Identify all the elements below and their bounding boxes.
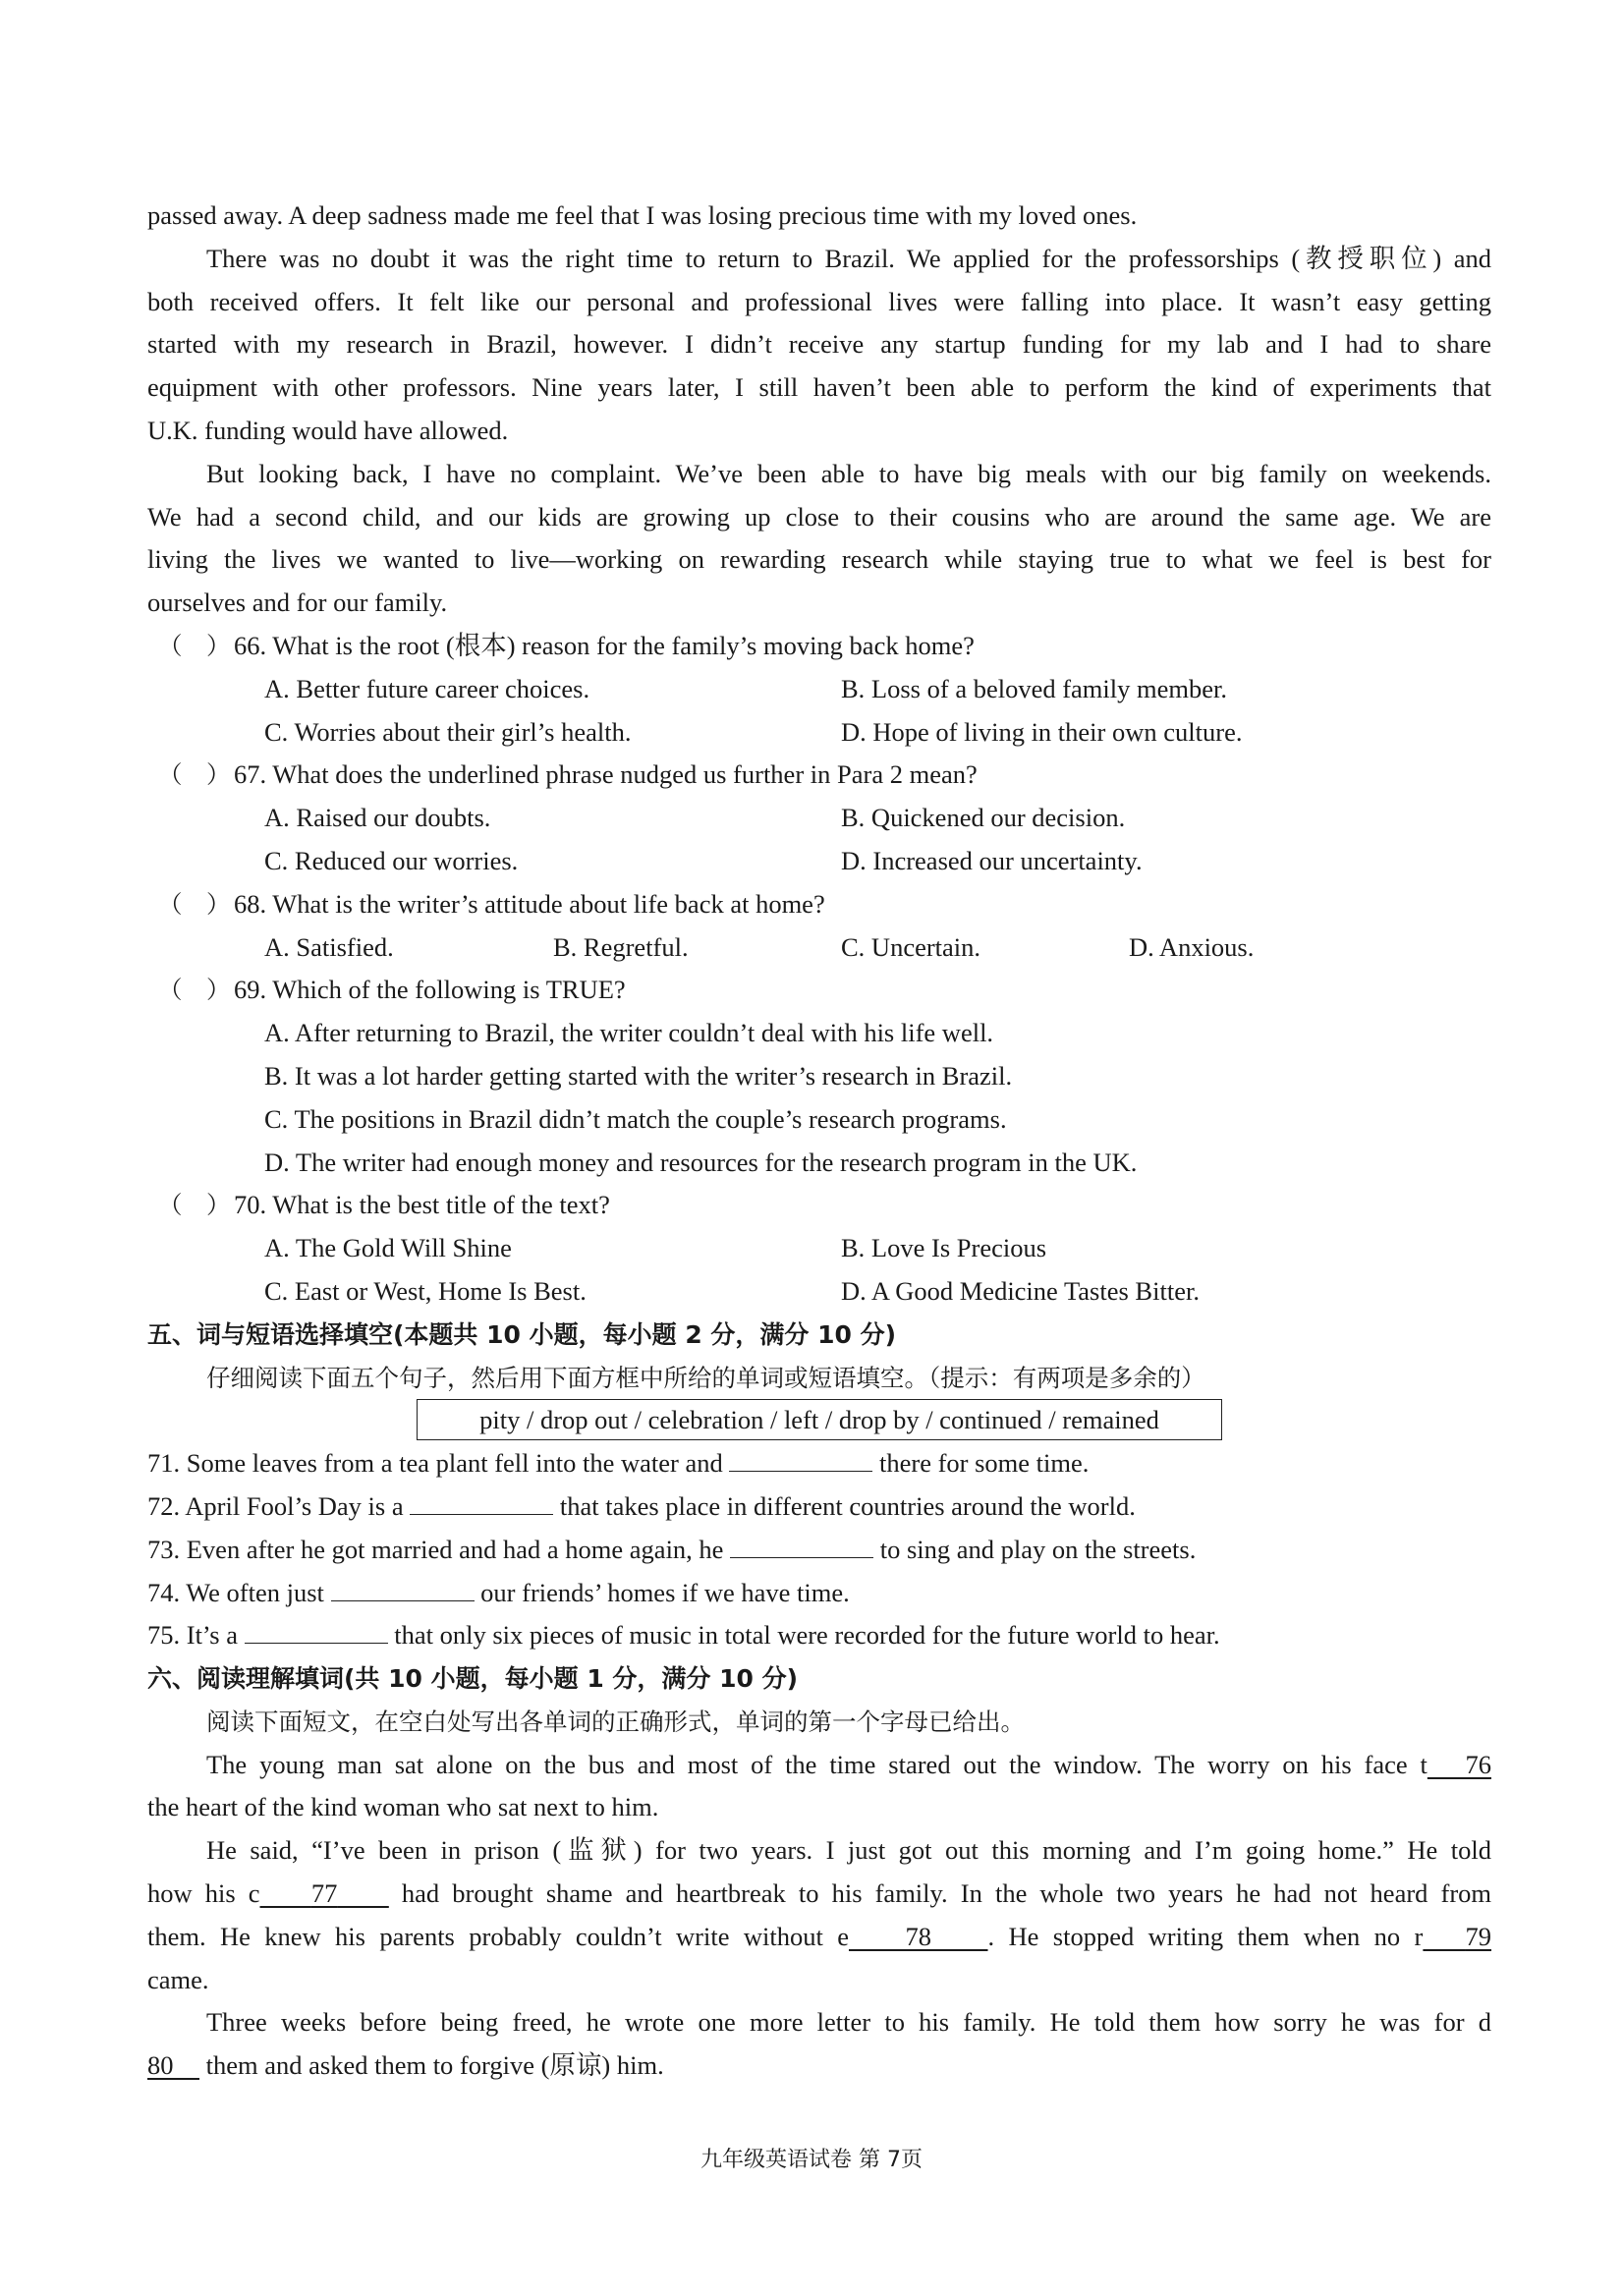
blank-number: 76 xyxy=(1465,1749,1491,1779)
option-a: A. After returning to Brazil, the writer couldn’t deal with his life well. xyxy=(264,1018,994,1048)
options-row xyxy=(147,1012,1491,1055)
option-a: A. Raised our doubts. xyxy=(264,803,491,833)
options-row xyxy=(147,1270,1491,1314)
section-heading: 六、阅读理解填词(共 10 小题，每小题 1 分，满分 10 分) xyxy=(147,1664,799,1694)
options-row xyxy=(147,840,1491,883)
option-b: B. Quickened our decision. xyxy=(841,803,1126,833)
sentence-text: 72. April Fool’s Day is a xyxy=(147,1490,404,1521)
answer-blank-76[interactable] xyxy=(1427,1750,1491,1779)
option-b: B. It was a lot harder getting started with the writer’s research in Brazil. xyxy=(264,1060,1013,1091)
passage-line: came. xyxy=(147,1964,209,1994)
sentence-75 xyxy=(147,1614,1491,1657)
option-d: D. Hope of living in their own culture. xyxy=(841,716,1243,747)
answer-bracket[interactable]: （ ） xyxy=(158,976,231,1005)
section-instruction: 仔细阅读下面五个句子，然后用下面方框中所给的单词或短语填空。（提示：有两项是多余的） xyxy=(206,1363,1205,1392)
question-stem: 66. What is the root (根本) reason for the family’s moving back home? xyxy=(234,630,975,660)
blank-number: 79 xyxy=(1465,1921,1492,1951)
passage-line: ourselves and for our family. xyxy=(147,588,448,618)
sentence-text: 73. Even after he got married and had a home again, he xyxy=(147,1534,724,1564)
question-66 xyxy=(147,625,1491,668)
passage-line: passed away. A deep sadness made me feel that I was losing precious time with my loved ones. xyxy=(147,200,1138,230)
sentence-text: 71. Some leaves from a tea plant fell into the water and xyxy=(147,1448,723,1479)
sentence-text: 75. It’s a xyxy=(147,1620,238,1651)
options-row xyxy=(147,711,1491,755)
answer-blank-78[interactable] xyxy=(849,1922,988,1951)
option-a: A. Better future career choices. xyxy=(264,673,590,703)
answer-blank-74[interactable] xyxy=(331,1573,475,1601)
passage-line: started with my research in Brazil, however. I didn’t receive any startup funding for my lab and I had to share xyxy=(147,329,1491,360)
passage-text: them. He knew his parents probably couldn’t write without e xyxy=(147,1921,849,1951)
passage-text: had brought shame and heartbreak to his family. In the whole two years he had not heard from xyxy=(401,1878,1492,1909)
option-b: B. Regretful. xyxy=(553,931,689,962)
passage-line: We had a second child, and our kids are growing up close to their cousins who are around the same age. We are xyxy=(147,501,1491,532)
answer-blank-77[interactable] xyxy=(260,1878,389,1908)
question-stem: 68. What is the writer’s attitude about life back at home? xyxy=(234,888,825,919)
passage-line xyxy=(147,1744,1491,1787)
word-box: pity / drop out / celebration / left / drop by / continued / remained xyxy=(417,1399,1222,1440)
blank-number: 80 xyxy=(147,2050,174,2081)
option-b: B. Loss of a beloved family member. xyxy=(841,673,1227,703)
passage-line xyxy=(147,2044,1491,2088)
answer-blank-72[interactable] xyxy=(410,1486,553,1515)
passage-line xyxy=(147,1916,1491,1959)
answer-bracket[interactable]: （ ） xyxy=(158,1191,231,1220)
answer-blank-80[interactable] xyxy=(147,2050,199,2080)
option-d: D. Anxious. xyxy=(1129,931,1255,962)
sentence-text: there for some time. xyxy=(879,1448,1090,1479)
options-row xyxy=(147,668,1491,711)
passage-text: The young man sat alone on the bus and most of the time stared out the window. The worry on his face t xyxy=(206,1749,1427,1779)
answer-blank-79[interactable] xyxy=(1423,1922,1491,1951)
section-heading: 五、词与短语选择填空(本题共 10 小题，每小题 2 分，满分 10 分) xyxy=(147,1319,897,1349)
question-70 xyxy=(147,1184,1491,1227)
answer-blank-71[interactable] xyxy=(729,1443,872,1472)
answer-blank-73[interactable] xyxy=(730,1530,873,1558)
option-c: C. Reduced our worries. xyxy=(264,845,519,875)
sentence-text: that only six pieces of music in total were recorded for the future world to hear. xyxy=(394,1620,1220,1651)
exam-page xyxy=(147,195,1491,2088)
option-d: D. A Good Medicine Tastes Bitter. xyxy=(841,1275,1200,1306)
passage-line: the heart of the kind woman who sat next to him. xyxy=(147,1792,659,1822)
sentence-74 xyxy=(147,1572,1491,1615)
passage-line: He said, “I’ve been in prison (监狱) for two years. I just got out this morning and I’m going home.” He told xyxy=(206,1835,1491,1866)
question-stem: 69. Which of the following is TRUE? xyxy=(234,975,626,1005)
passage-text: how his c xyxy=(147,1878,260,1909)
sentence-text: 74. We often just xyxy=(147,1577,324,1607)
options-row xyxy=(147,1055,1491,1098)
answer-bracket[interactable]: （ ） xyxy=(158,760,231,790)
question-stem: 67. What does the underlined phrase nudged us further in Para 2 mean? xyxy=(234,759,978,790)
options-row xyxy=(147,797,1491,840)
question-stem: 70. What is the best title of the text? xyxy=(234,1190,610,1220)
word-box-row xyxy=(147,1399,1491,1442)
blank-number: 78 xyxy=(905,1921,931,1951)
passage-text: . He stopped writing them when no r xyxy=(987,1921,1424,1951)
options-row xyxy=(147,926,1491,970)
option-d: D. The writer had enough money and resources for the research program in the UK. xyxy=(264,1147,1138,1177)
passage-line: living the lives we wanted to live—working on rewarding research while staying true to what we feel is best for xyxy=(147,544,1491,575)
option-b: B. Love Is Precious xyxy=(841,1233,1047,1263)
answer-blank-75[interactable] xyxy=(245,1615,388,1644)
option-a: A. Satisfied. xyxy=(264,931,394,962)
option-d: D. Increased our uncertainty. xyxy=(841,845,1143,875)
passage-line: There was no doubt it was the right time to return to Brazil. We applied for the professorships (教授职位) and xyxy=(206,243,1491,273)
sentence-text: our friends’ homes if we have time. xyxy=(480,1577,850,1607)
sentence-text: to sing and play on the streets. xyxy=(879,1534,1197,1564)
section-instruction: 阅读下面短文，在空白处写出各单词的正确形式，单词的第一个字母已给出。 xyxy=(206,1707,1025,1736)
option-c: C. Worries about their girl’s health. xyxy=(264,716,632,747)
passage-line: Three weeks before being freed, he wrote one more letter to his family. He told them how sorry he was for d xyxy=(206,2007,1491,2038)
options-row xyxy=(147,1098,1491,1142)
option-c: C. East or West, Home Is Best. xyxy=(264,1275,587,1306)
page-footer: 九年级英语试卷 第 7页 xyxy=(700,2148,923,2172)
passage-line: But looking back, I have no complaint. We’ve been able to have big meals with our big family on weekends. xyxy=(206,458,1491,488)
answer-bracket[interactable]: （ ） xyxy=(158,631,231,660)
question-69 xyxy=(147,969,1491,1012)
sentence-72 xyxy=(147,1485,1491,1529)
sentence-text: that takes place in different countries around the world. xyxy=(559,1490,1136,1521)
options-row xyxy=(147,1227,1491,1270)
passage-line: equipment with other professors. Nine years later, I still haven’t been able to perform the kind of experiments that xyxy=(147,372,1491,403)
passage-line: U.K. funding would have allowed. xyxy=(147,415,509,445)
passage-text: them and asked them to forgive (原谅) him. xyxy=(205,2050,664,2081)
sentence-71 xyxy=(147,1442,1491,1485)
passage-line: both received offers. It felt like our personal and professional lives were falling into place. It wasn’t easy getting xyxy=(147,286,1491,316)
option-c: C. Uncertain. xyxy=(841,931,981,962)
option-a: A. The Gold Will Shine xyxy=(264,1233,512,1263)
question-67 xyxy=(147,754,1491,797)
answer-bracket[interactable]: （ ） xyxy=(158,889,231,919)
question-68 xyxy=(147,883,1491,926)
options-row xyxy=(147,1142,1491,1185)
blank-number: 77 xyxy=(310,1878,338,1909)
sentence-73 xyxy=(147,1529,1491,1572)
option-c: C. The positions in Brazil didn’t match the couple’s research programs. xyxy=(264,1103,1007,1134)
passage-line xyxy=(147,1873,1491,1916)
